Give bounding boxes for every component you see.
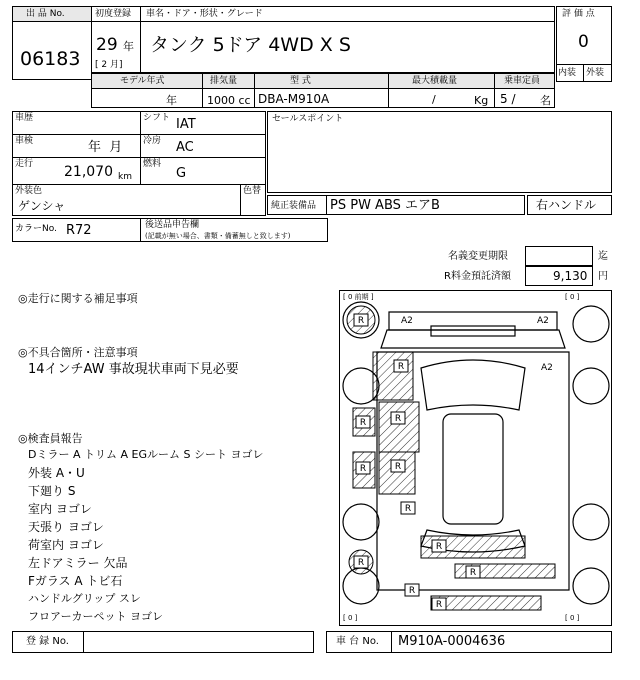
- capacity-label: 乗車定員: [504, 76, 541, 86]
- r-mark: R: [404, 504, 412, 514]
- inspector-line: 荷室内 ヨゴレ: [28, 538, 104, 552]
- a2-mark: A2: [401, 316, 413, 326]
- aircon: AC: [176, 140, 194, 155]
- first-reg-year: 29: [96, 35, 118, 55]
- r-mark: R: [359, 418, 367, 428]
- chassis-number: M910A-0004636: [398, 634, 506, 649]
- color: ゲンシャ: [18, 199, 66, 213]
- max-load-label: 最大積載量: [412, 76, 458, 86]
- corner-label-tl: [ 0 前期 ]: [343, 293, 374, 301]
- inspector-label: ◎検査員報告: [18, 432, 83, 445]
- r-mark: R: [357, 316, 365, 326]
- driving-notes-label: ◎走行に関する補足事項: [18, 292, 138, 305]
- first-reg-month: [ 2 月]: [95, 60, 123, 70]
- inspection-value: 年 月: [88, 140, 123, 155]
- r-mark: R: [394, 414, 402, 424]
- recycle-value: 9,130: [553, 269, 588, 283]
- displacement-label: 排気量: [210, 76, 238, 86]
- r-mark: R: [408, 586, 416, 596]
- capacity: 5 /: [500, 92, 516, 106]
- first-reg-label: 初度登録: [95, 9, 132, 19]
- recycle-label: R料金預託済額: [444, 271, 511, 282]
- capacity-unit: 名: [540, 94, 551, 107]
- details-left-box: [12, 111, 266, 185]
- inspector-line: 室内 ヨゴレ: [28, 502, 92, 516]
- grade-label: 評 価 点: [562, 9, 595, 19]
- inspection-label: 車検: [15, 136, 34, 146]
- model-year-unit: 年: [166, 94, 177, 107]
- name-change-label: 名義変更期限: [448, 251, 508, 262]
- color-no: R72: [66, 223, 92, 238]
- equipment: PS PW ABS エアB: [330, 198, 440, 213]
- aircon-label: 冷房: [143, 136, 162, 146]
- inspector-line: フロアーカーペット ヨゴレ: [28, 610, 163, 623]
- inspector-line: Dミラー A トリム A EGルーム S シート ヨゴレ: [28, 448, 264, 461]
- shift: IAT: [176, 117, 196, 132]
- name-change-box: [525, 246, 593, 266]
- lot-number: 06183: [20, 48, 81, 70]
- fuel: G: [176, 166, 187, 181]
- inspector-line: 天張り ヨゴレ: [28, 520, 104, 534]
- car-name-label: 車名・ドア・形状・グレード: [146, 9, 263, 19]
- r-mark: R: [435, 600, 443, 610]
- a2-mark: A2: [537, 316, 549, 326]
- mileage: 21,070: [64, 164, 113, 180]
- corner-label-tr: [ 0 ]: [565, 293, 580, 301]
- score: 0: [578, 32, 589, 52]
- name-change-unit: 迄: [598, 251, 608, 262]
- r-mark: R: [359, 464, 367, 474]
- r-mark: R: [435, 542, 443, 552]
- a2-mark: A2: [541, 363, 553, 373]
- steering: 右ハンドル: [536, 198, 597, 212]
- equipment-label: 純正装備品: [271, 201, 317, 211]
- reg-no-label: 登 録 No.: [26, 636, 69, 647]
- corner-label-br: [ 0 ]: [565, 614, 580, 622]
- max-load-sep: /: [432, 93, 436, 106]
- chassis-label: 車 台 No.: [336, 636, 379, 647]
- corner-label-bl: [ 0 ]: [343, 614, 358, 622]
- type-label: 型 式: [290, 76, 311, 86]
- car-damage-diagram: [339, 290, 612, 626]
- r-mark: R: [357, 558, 365, 568]
- mileage-unit: km: [118, 172, 132, 182]
- exterior-label: 外装: [586, 68, 605, 78]
- inspector-line: Fガラス A トビ石: [28, 574, 123, 588]
- fuel-label: 燃料: [143, 159, 162, 169]
- max-load-unit: Kg: [474, 94, 489, 107]
- recolor-label: 色替: [243, 186, 262, 196]
- year-unit: 年: [123, 40, 134, 53]
- car-name: タンク 5ドア 4WD X S: [150, 34, 351, 56]
- r-mark: R: [394, 462, 402, 472]
- aftermarket-note: (記載が無い場合、書類・備蓄無しと致します): [145, 232, 291, 240]
- history-label: 車歴: [15, 113, 34, 123]
- inspector-line: 外装 A・U: [28, 466, 85, 480]
- inspector-line: ハンドルグリップ スレ: [28, 592, 141, 605]
- r-mark: R: [397, 362, 405, 372]
- r-mark: R: [469, 568, 477, 578]
- lot-number-label: 出 品 No.: [26, 9, 65, 19]
- color-label: 外装色: [15, 186, 43, 196]
- color-no-label: カラーNo.: [15, 224, 57, 234]
- mileage-label: 走行: [15, 159, 34, 169]
- defects-label: ◎不具合箇所・注意事項: [18, 346, 138, 359]
- shift-label: シフト: [143, 113, 171, 123]
- recycle-unit: 円: [598, 271, 608, 282]
- displacement: 1000 cc: [207, 94, 251, 107]
- interior-label: 内装: [558, 68, 577, 78]
- aftermarket-label: 後送品申告欄: [145, 220, 200, 230]
- model-type: DBA-M910A: [258, 92, 330, 106]
- defects-line: 14インチAW 事故現状車両下見必要: [28, 362, 239, 377]
- inspector-line: 下廻り S: [28, 484, 76, 498]
- sales-point-label: セールスポイント: [272, 114, 344, 124]
- inspector-line: 左ドアミラー 欠品: [28, 556, 128, 570]
- model-year-label: モデル年式: [120, 76, 165, 86]
